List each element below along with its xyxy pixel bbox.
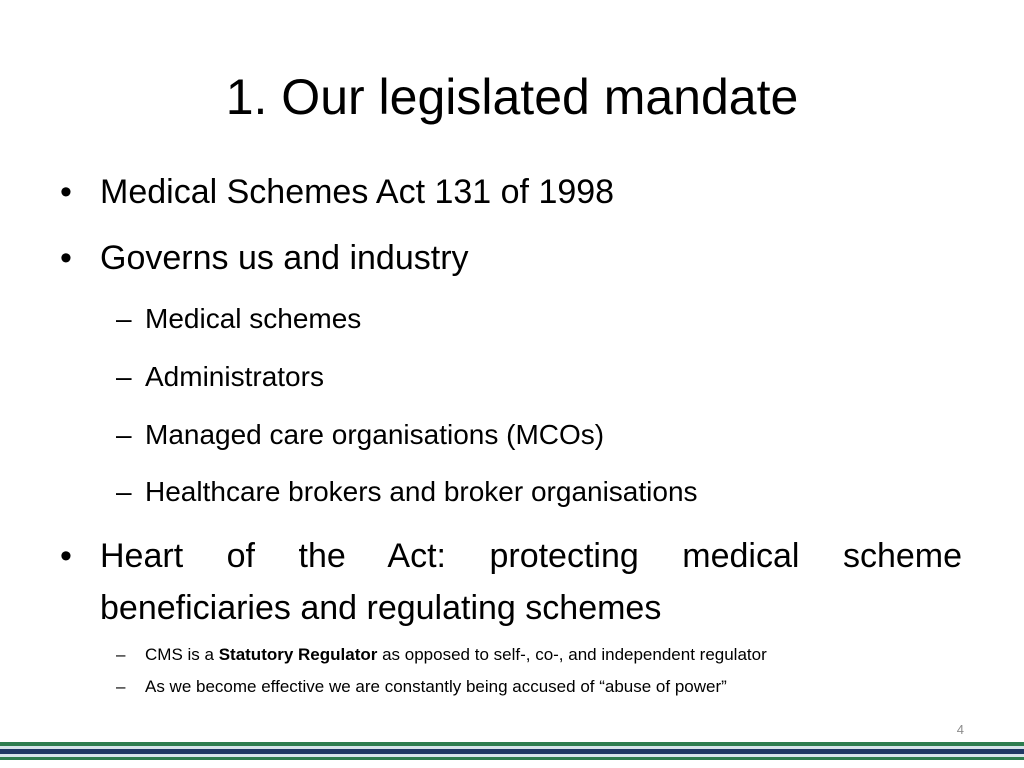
small-bullet-suffix: as opposed to self-, co-, and independent regulator: [377, 645, 767, 664]
sub-bullet-text: Healthcare brokers and broker organisations: [145, 476, 698, 507]
sub-bullet-dash: –: [116, 476, 132, 507]
bullet-text-line2: beneficiaries and regulating schemes: [100, 589, 662, 627]
small-bullet-prefix: CMS is a: [145, 645, 219, 664]
page-number: 4: [956, 722, 964, 737]
bullet-marker: •: [60, 537, 72, 575]
sub-bullet-text: Medical schemes: [145, 303, 362, 334]
sub-bullet-dash: –: [116, 419, 132, 450]
footer-stripe-green-2: [0, 757, 1024, 760]
slide-title: 1. Our legislated mandate: [225, 69, 799, 125]
sub-bullet-dash: –: [116, 303, 132, 334]
footer-stripes: [0, 742, 1024, 768]
small-bullet-text: As we become effective we are constantly being accused of “abuse of power”: [145, 677, 727, 696]
small-bullet-text: [145, 644, 767, 666]
sub-bullet-text: Managed care organisations (MCOs): [145, 419, 605, 450]
bullet-marker: •: [60, 239, 72, 277]
small-bullet-bold: Statutory Regulator: [218, 645, 378, 664]
sub-bullet-text: Administrators: [145, 361, 324, 392]
bullet-text: Governs us and industry: [100, 239, 469, 277]
bullet-text-line1: Heart of the Act: protecting medical scheme: [100, 537, 962, 575]
bullet-marker: •: [60, 173, 72, 211]
sub-bullet-dash: –: [116, 361, 132, 392]
bullet-text: Medical Schemes Act 131 of 1998: [100, 173, 615, 211]
small-bullet-dash: –: [116, 677, 126, 696]
small-bullet-dash: –: [116, 645, 126, 664]
